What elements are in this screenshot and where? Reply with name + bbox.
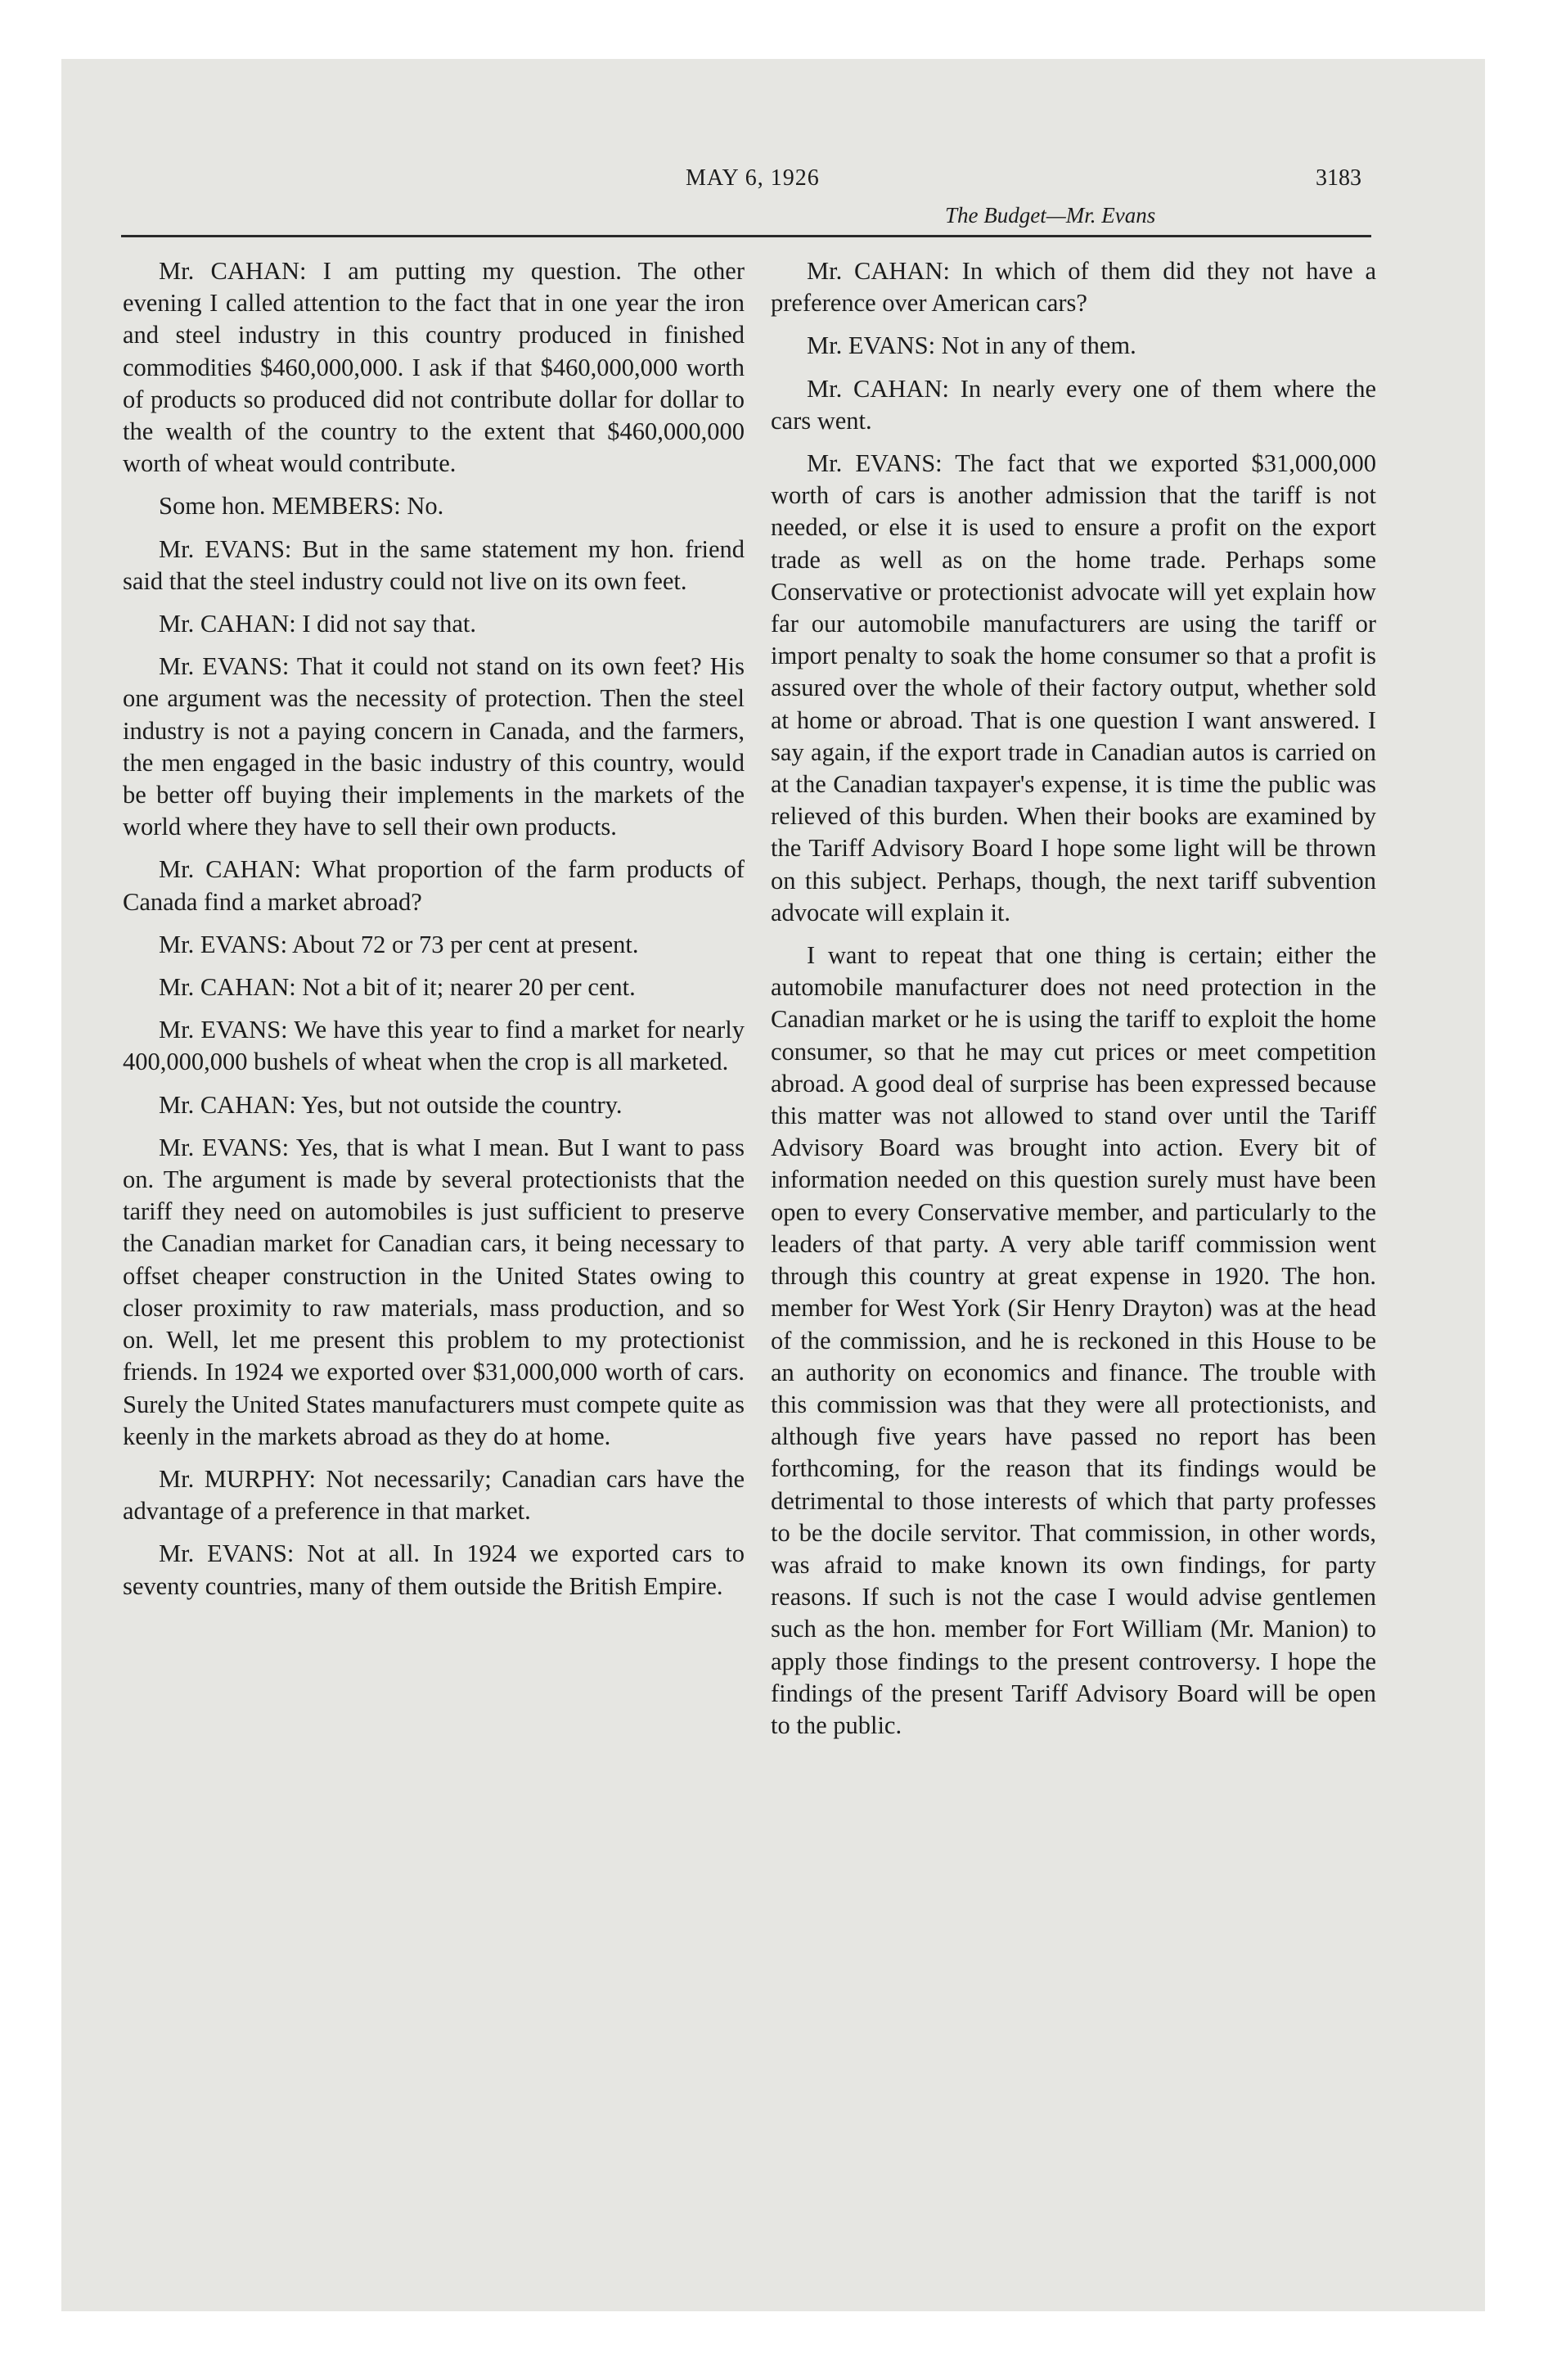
paragraph: Mr. EVANS: Not in any of them.: [807, 331, 1136, 360]
paragraph: Mr. CAHAN: Yes, but not outside the country.: [159, 1090, 623, 1119]
paragraph: Mr. EVANS: Yes, that is what I mean. But I want to pass on. The argument is made by several protectionists that the tariff they need on automobiles is just sufficient to preserve the Canadian market for Canadian cars, it being necessary to offset cheaper construction in the United States owing to closer proximity to raw materials, mass production, and so on. Well, let me present this problem to my protectionist friends. In 1924 we exported over $31,000,000 worth of cars. Surely the United States manufacturers must compete quite as keenly in the markets abroad as they do at home.: [123, 1133, 745, 1450]
paragraph: Mr. EVANS: We have this year to find a market for nearly 400,000,000 bushels of wheat when the crop is all marketed.: [123, 1016, 745, 1076]
paragraph: Mr. CAHAN: In which of them did they not have a preference over American cars?: [771, 257, 1376, 318]
paragraph: Mr. CAHAN: In nearly every one of them where the cars went.: [771, 374, 1376, 435]
page-number: 3183: [1316, 165, 1361, 191]
paragraph: Mr. CAHAN: I did not say that.: [159, 610, 477, 638]
left-column: [123, 255, 745, 1613]
header-running-title: The Budget—Mr. Evans: [945, 203, 1156, 228]
paragraph: Mr. EVANS: That it could not stand on its own feet? His one argument was the necessity of protection. Then the steel industry is not a paying concern in Canada, and the farmers, the men engaged in the basic industry of this country, would be better off buying their implements in the markets of the world where they have to sell their own products.: [123, 652, 745, 841]
paragraph: I want to repeat that one thing is certain; either the automobile manufacturer does not need protection in the Canadian market or he is using the tariff to exploit the home consumer, so that he may cut prices or meet competition abroad. A good deal of surprise has been expressed because this matter was not allowed to stand over until the Tariff Advisory Board was brought into action. Every bit of information needed on this question surely must have been open to every Conservative member, and particularly to the leaders of that party. A very able tariff commission went through this country at great expense in 1920. The hon. member for West York (Sir Henry Drayton) was at the head of the commission, and he is reckoned in this House to be an authority on economics and finance. The trouble with this commission was that they were all protectionists, and although five years have passed no report has been forthcoming, for the reason that its findings would be detrimental to those interests of which that party professes to be the docile servitor. That commission, in other words, was afraid to make known its own findings, for party reasons. If such is not the case I would advise gentlemen such as the hon. member for Fort William (Mr. Manion) to apply those findings to the present controversy. I hope the findings of the present Tariff Advisory Board will be open to the public.: [771, 941, 1376, 1739]
paragraph: Some hon. MEMBERS: No.: [159, 492, 444, 521]
right-column: [771, 255, 1376, 1752]
header-date: MAY 6, 1926: [686, 165, 820, 191]
paragraph: Mr. CAHAN: What proportion of the farm products of Canada find a market abroad?: [123, 855, 745, 916]
paragraph: Mr. CAHAN: I am putting my question. The other evening I called attention to the fact that in one year the iron and steel industry in this country produced in finished commodities $460,000,000. I ask if that $460,000,000 worth of products so produced did not contribute dollar for dollar to the wealth of the country to the extent that $460,000,000 worth of wheat would contribute.: [123, 257, 745, 478]
paragraph: Mr. EVANS: The fact that we exported $31,000,000 worth of cars is another admission that the tariff is not needed, or else it is used to ensure a profit on the export trade as well as on the home trade. Perhaps some Conservative or protectionist advocate will yet explain how far our automobile manufacturers are using the tariff or import penalty to soak the home consumer so that a profit is assured over the whole of their factory output, whether sold at home or abroad. That is one question I want answered. I say again, if the export trade in Canadian autos is carried on at the Canadian taxpayer's expense, it is time the public was relieved of this burden. When their books are examined by the Tariff Advisory Board I hope some light will be thrown on this subject. Perhaps, though, the next tariff subvention advocate will explain it.: [771, 449, 1376, 926]
paragraph: Mr. EVANS: But in the same statement my hon. friend said that the steel industry could not live on its own feet.: [123, 534, 745, 595]
paragraph: Mr. EVANS: Not at all. In 1924 we exported cars to seventy countries, many of them outside the British Empire.: [123, 1539, 745, 1600]
paragraph: Mr. MURPHY: Not necessarily; Canadian cars have the advantage of a preference in that market.: [123, 1464, 745, 1526]
paragraph: Mr. CAHAN: Not a bit of it; nearer 20 per cent.: [159, 973, 636, 1002]
header-rule: [121, 235, 1371, 237]
paragraph: Mr. EVANS: About 72 or 73 per cent at present.: [159, 930, 639, 958]
